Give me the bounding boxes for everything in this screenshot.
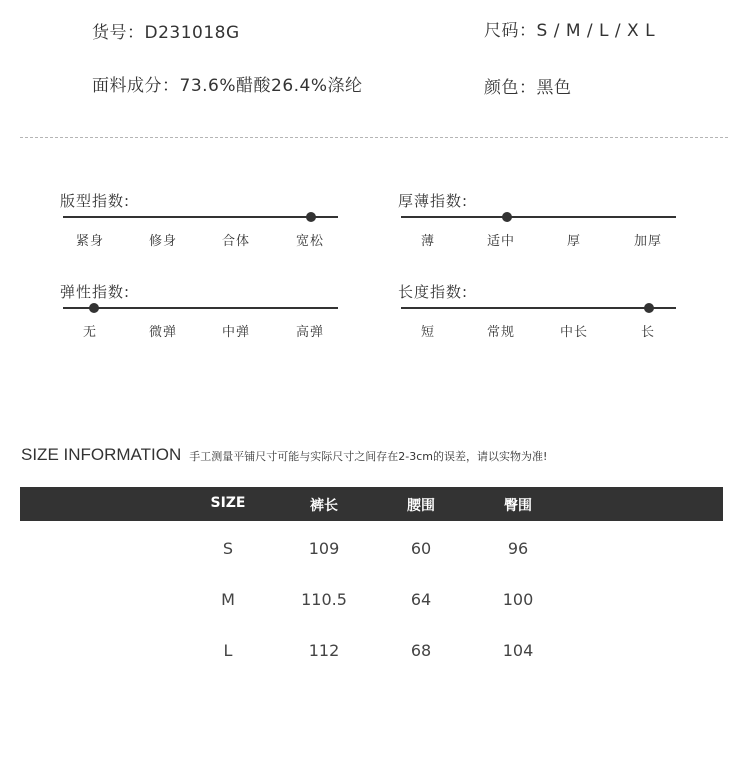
size-table-header bbox=[20, 487, 723, 521]
size-table-cell: 104 bbox=[502, 641, 534, 660]
scale-option-label: 适中 bbox=[486, 234, 516, 249]
size-info-note: 手工测量平铺尺寸可能与实际尺寸之间存在2-3cm的误差，请以实物为准! bbox=[189, 450, 548, 463]
size-table-cell: 110.5 bbox=[301, 590, 347, 609]
size-table-cell: 96 bbox=[507, 539, 529, 558]
scale-indicator-dot bbox=[89, 303, 99, 313]
size-info-heading bbox=[21, 445, 547, 465]
scale-option-label: 微弹 bbox=[148, 325, 178, 340]
size-table-cell: 68 bbox=[410, 641, 432, 660]
size-table-cell: S bbox=[222, 539, 234, 558]
size-table-cell: 64 bbox=[410, 590, 432, 609]
fit-index-track bbox=[63, 216, 338, 218]
scale-option-label: 常规 bbox=[486, 325, 516, 340]
size-table-column-header: 腰围 bbox=[407, 498, 435, 514]
size-info-title: SIZE INFORMATION bbox=[21, 445, 182, 464]
scale-indicator-dot bbox=[306, 212, 316, 222]
scale-option-label: 合体 bbox=[221, 234, 251, 249]
dashed-divider bbox=[20, 137, 728, 138]
size-table-row bbox=[0, 539, 750, 569]
fit-index-title: 版型指数: bbox=[60, 192, 131, 210]
color-text: 颜色：黑色 bbox=[484, 78, 572, 98]
fit-index-scale bbox=[60, 190, 350, 250]
size-table-cell: 112 bbox=[308, 641, 340, 660]
size-table-cell: M bbox=[221, 590, 235, 609]
elasticity-index-scale bbox=[60, 281, 350, 341]
elasticity-index-track bbox=[63, 307, 338, 309]
sku-text: 货号：D231018G bbox=[92, 23, 240, 43]
size-table-row bbox=[0, 641, 750, 671]
fabric-text: 面料成分：73.6%醋酸26.4%涤纶 bbox=[92, 76, 363, 96]
size-table-cell: 60 bbox=[410, 539, 432, 558]
size-table-column-header: 裤长 bbox=[310, 498, 338, 514]
scale-option-label: 中长 bbox=[559, 325, 589, 340]
scale-indicator-dot bbox=[502, 212, 512, 222]
thickness-index-title: 厚薄指数: bbox=[398, 192, 469, 210]
scale-option-label: 薄 bbox=[420, 234, 436, 249]
thickness-index-scale bbox=[398, 190, 688, 250]
scale-option-label: 长 bbox=[640, 325, 656, 340]
scale-option-label: 短 bbox=[420, 325, 436, 340]
scale-option-label: 高弹 bbox=[295, 325, 325, 340]
size-table-cell: L bbox=[223, 641, 233, 660]
length-index-title: 长度指数: bbox=[398, 283, 469, 301]
length-index-scale bbox=[398, 281, 688, 341]
size-table-column-header: SIZE bbox=[210, 495, 246, 511]
size-table-column-header: 臀围 bbox=[504, 498, 532, 514]
size-table-cell: 100 bbox=[502, 590, 534, 609]
scale-option-label: 修身 bbox=[148, 234, 178, 249]
sizes-text: 尺码：S / M / L / X L bbox=[484, 21, 656, 41]
scale-option-label: 中弹 bbox=[221, 325, 251, 340]
scale-option-label: 宽松 bbox=[295, 234, 325, 249]
size-table-cell: 109 bbox=[308, 539, 340, 558]
scale-indicator-dot bbox=[644, 303, 654, 313]
scale-option-label: 加厚 bbox=[633, 234, 663, 249]
size-table-row bbox=[0, 590, 750, 620]
elasticity-index-title: 弹性指数: bbox=[60, 283, 131, 301]
length-index-track bbox=[401, 307, 676, 309]
thickness-index-track bbox=[401, 216, 676, 218]
scale-option-label: 厚 bbox=[566, 234, 582, 249]
scale-option-label: 紧身 bbox=[75, 234, 105, 249]
scale-option-label: 无 bbox=[82, 325, 98, 340]
